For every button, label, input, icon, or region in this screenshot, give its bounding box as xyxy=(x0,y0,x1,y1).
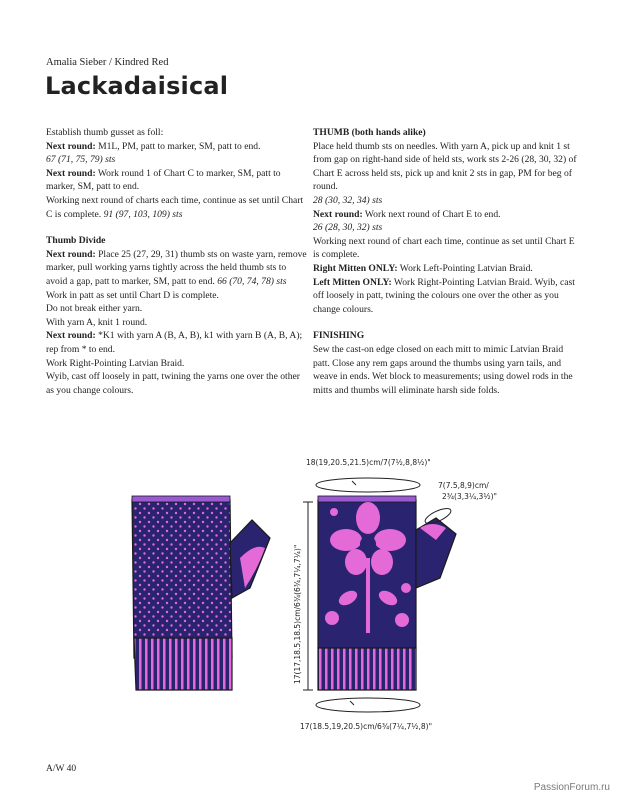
instruction-paragraph xyxy=(46,316,308,330)
body-text: With yarn A, knit 1 round. xyxy=(46,316,148,328)
body-text: Work in patt as set until Chart D is complete. xyxy=(46,289,219,301)
length-label: 17(17,18.5,18.5)cm/6¾(6¾,7¼,7¼)" xyxy=(293,544,302,684)
body-text: Working next round of charts each time, continue as set until Chart C is complete. xyxy=(46,194,304,220)
body-text: M1L, PM, patt to marker, SM, patt to end. xyxy=(95,140,261,152)
instruction-paragraph xyxy=(46,126,308,140)
bottom-width-label: 17(18.5,19,20.5)cm/6¾(7¼,7½,8)" xyxy=(300,722,433,731)
stitch-count: 28 (30, 32, 34) sts xyxy=(313,194,383,206)
mitten-schematic xyxy=(120,448,520,748)
width-measure xyxy=(316,478,420,492)
paragraph-spacer xyxy=(46,221,308,234)
instruction-paragraph xyxy=(313,221,578,235)
body-text: Work round 1 of Chart C to marker, SM, patt to marker, SM, patt to end. xyxy=(46,167,281,193)
instruction-paragraph xyxy=(313,343,578,397)
instruction-paragraph xyxy=(46,167,308,194)
instruction-paragraph xyxy=(313,235,578,262)
stitch-count: 91 (97, 103, 109) sts xyxy=(103,208,183,220)
stitch-count: 26 (28, 30, 32) sts xyxy=(313,222,383,234)
instruction-paragraph xyxy=(46,370,308,397)
instruction-paragraph xyxy=(46,194,308,221)
body-text: Work Left-Pointing Latvian Braid. xyxy=(397,262,533,274)
instruction-paragraph xyxy=(313,140,578,194)
body-text: Wyib, cast off loosely in patt, twining the yarns one over the other as you change colours. xyxy=(46,371,300,396)
author-byline: Amalia Sieber / Kindred Red xyxy=(46,57,169,68)
left-mitten-illustration xyxy=(132,496,270,690)
instruction-paragraph xyxy=(46,357,308,371)
section-heading: Thumb Divide xyxy=(46,235,106,247)
section-heading: THUMB (both hands alike) xyxy=(313,127,426,138)
paragraph-spacer xyxy=(313,316,578,329)
label-bold: Next round: xyxy=(46,330,96,342)
instruction-paragraph xyxy=(46,153,308,167)
instruction-paragraph xyxy=(313,194,578,208)
label-bold: Right Mitten ONLY: xyxy=(313,262,398,274)
instruction-paragraph xyxy=(46,140,308,154)
left-column xyxy=(46,126,308,397)
instruction-paragraph xyxy=(46,248,308,289)
width-label: 18(19,20.5,21.5)cm/7(7½,8,8½)" xyxy=(306,458,431,467)
body-text: *K1 with yarn A (B, A, B), k1 with yarn B (A, B, A); rep from * to end. xyxy=(46,330,303,355)
instruction-paragraph xyxy=(46,289,308,303)
body-text: Work Right-Pointing Latvian Braid. Wyib, cast off loosely in patt, twining the colours one over the other as you change colours. xyxy=(313,276,575,315)
label-bold: Left Mitten ONLY: xyxy=(313,276,392,288)
instruction-paragraph xyxy=(313,276,578,317)
instruction-paragraph xyxy=(46,302,308,316)
body-text: Place 25 (27, 29, 31) thumb sts on waste yarn, remove marker, pull working yarns tightly across the held thumb sts to avoid a gap, patt to marker, SM, patt to end. xyxy=(46,248,307,287)
right-mitten-illustration xyxy=(318,496,456,690)
label-bold: Next round: xyxy=(313,208,363,220)
section-heading: FINISHING xyxy=(313,330,365,342)
label-bold: Next round: xyxy=(46,167,96,179)
thumb-label-1: 7(7.5,8,9)cm/ xyxy=(438,481,489,490)
body-text: Work next round of Chart E to end. xyxy=(362,208,501,220)
body-text: Work Right-Pointing Latvian Braid. xyxy=(46,357,185,369)
label-bold: Next round: xyxy=(46,248,96,260)
instruction-paragraph xyxy=(313,208,578,222)
stitch-count: 66 (70, 74, 78) sts xyxy=(217,275,287,287)
right-column xyxy=(313,126,578,397)
instruction-paragraph xyxy=(46,329,308,356)
body-text: Place held thumb sts on needles. With yarn A, pick up and knit 1 st from gap on right-hand side of held sts, work sts 2-26 (28, 30, 32) of Chart E across held sts, pick up and knit 2 sts in gap, PM for beg of round. xyxy=(313,140,577,193)
watermark: PassionForum.ru xyxy=(533,782,610,793)
body-text: Sew the cast-on edge closed on each mitt to mimic Latvian Braid patt. Close any rem gaps around the thumbs using yarn tails, and weave in ends. Wet block to measurements; using dowel rods in the mitts and thumbs will eliminate harsh side folds. xyxy=(313,343,573,396)
instruction-paragraph xyxy=(313,262,578,276)
label-bold: Next round: xyxy=(46,140,96,152)
stitch-count: 67 (71, 75, 79) sts xyxy=(46,154,116,166)
body-text: Working next round of chart each time, continue as set until Chart E is complete. xyxy=(313,235,575,261)
thumb-label-2: 2¾(3,3¼,3½)" xyxy=(442,492,497,501)
body-text: Establish thumb gusset as foll: xyxy=(46,127,164,138)
pattern-title: Lackadaisical xyxy=(45,72,229,100)
page-folio: A/W 40 xyxy=(46,764,77,774)
body-text: Do not break either yarn. xyxy=(46,303,143,315)
